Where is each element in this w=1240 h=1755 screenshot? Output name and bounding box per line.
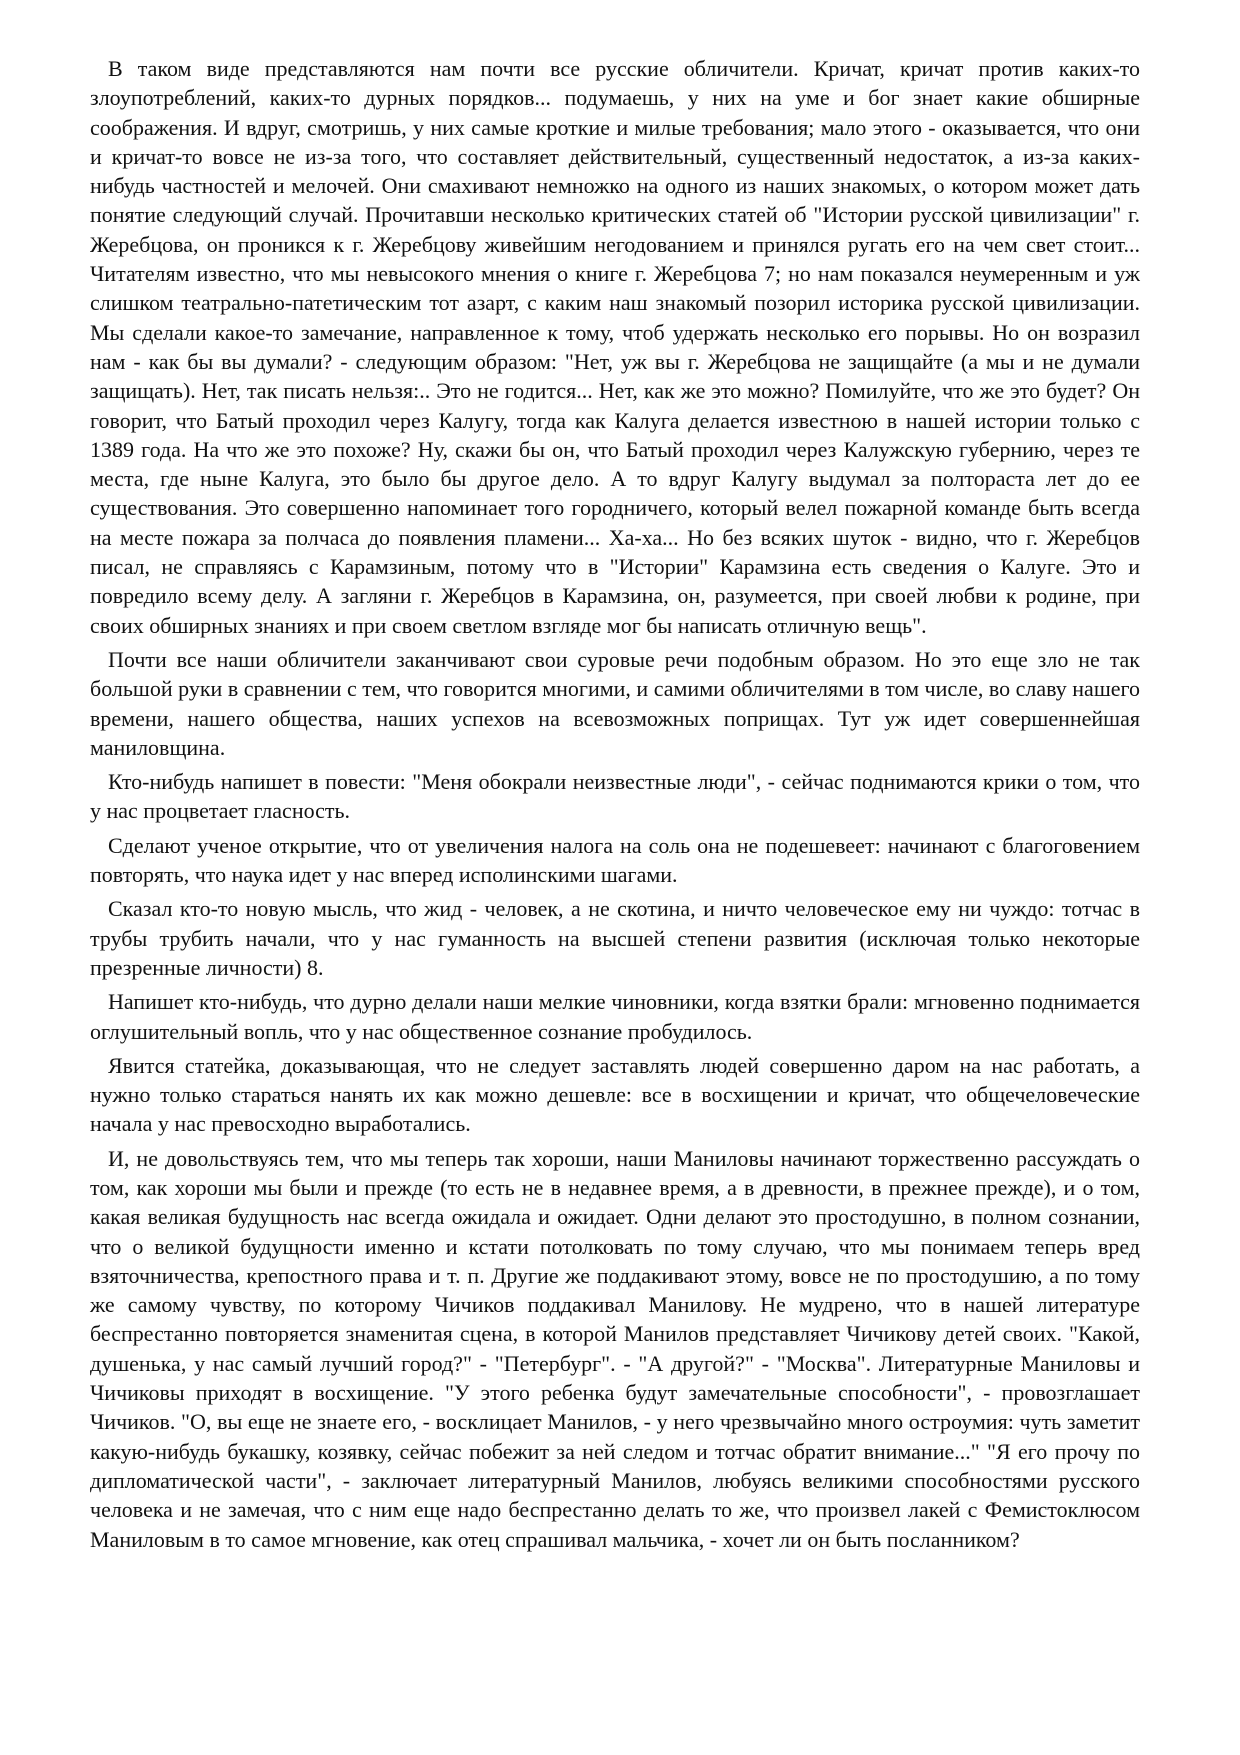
- paragraph-6: Напишет кто-нибудь, что дурно делали наши мелкие чиновники, когда взятки брали: мгновенно поднимается оглушительный вопль, что у нас общественное сознание пробудилось.: [90, 989, 1140, 1044]
- document-page: [90, 54, 1140, 1559]
- paragraph-2: Почти все наши обличители заканчивают свои суровые речи подобным образом. Но это еще зло не так большой руки в сравнении с тем, что говорится многими, и самими обличителями в том числе, во славу нашего времени, нашего общества, наших успехов на всевозможных поприщах. Тут уж идет совершеннейшая маниловщина.: [90, 646, 1140, 760]
- paragraph-7: Явится статейка, доказывающая, что не следует заставлять людей совершенно даром на нас работать, а нужно только стараться нанять их как можно дешевле: все в восхищении и кричат, что общечеловеческие начала у нас превосходно выработались.: [90, 1052, 1140, 1137]
- paragraph-8: И, не довольствуясь тем, что мы теперь так хороши, наши Маниловы начинают торжественно рассуждать о том, как хороши мы были и прежде (то есть не в недавнее время, а в древности, в прежнее прежде), и о том, какая великая будущность нас всегда ожидала и ожидает. Одни делают это простодушно, в полном сознании, что о великой будущности именно и кстати потолковать по тому случаю, что мы понимаем теперь вред взяточничества, крепостного права и т. п. Другие же поддакивают этому, вовсе не по простодушию, а по тому же самому чувству, по которому Чичиков поддакивал Манилову. Не мудрено, что в нашей литературе беспрестанно повторяется знаменитая сцена, в которой Манилов представляет Чичикову детей своих. "Какой, душенька, у нас самый лучший город?" - "Петербург". - "А другой?" - "Москва". Литературные Маниловы и Чичиковы приходят в восхищение. "У этого ребенка будут замечательные способности", - провозглашает Чичиков. "О, вы еще не знаете его, - восклицает Манилов, - у него чрезвычайно много остроумия: чуть заметит какую-нибудь букашку, козявку, сейчас побежит за ней следом и тотчас обратит внимание..." "Я его прочу по дипломатической части", - заключает литературный Манилов, любуясь великими способностями русского человека и не замечая, что с ним еще надо беспрестанно делать то же, что произвел лакей с Фемистоклюсом Маниловым в то самое мгновение, как отец спрашивал мальчика, - хочет ли он быть посланником?: [90, 1145, 1140, 1552]
- paragraph-4: Сделают ученое открытие, что от увеличения налога на соль она не подешевеет: начинают с благоговением повторять, что наука идет у нас вперед исполинскими шагами.: [90, 832, 1140, 888]
- paragraph-5: Сказал кто-то новую мысль, что жид - человек, а не скотина, и ничто человеческое ему ни чуждо: тотчас в трубы трубить начали, что у нас гуманность на высшей степени развития (исключая только некоторые презренные личности) 8.: [90, 896, 1140, 980]
- paragraph-1: В таком виде представляются нам почти все русские обличители. Кричат, кричат против каких-то злоупотреблений, каких-то дурных порядков... подумаешь, у них на уме и бог знает какие обширные соображения. И вдруг, смотришь, у них самые кроткие и милые требования; мало этого - оказывается, что они и кричат-то вовсе не из-за того, что составляет действительный, существенный недостаток, а из-за каких-нибудь частностей и мелочей. Они смахивают немножко на одного из наших знакомых, о котором может дать понятие следующий случай. Прочитавши несколько критических статей об "Истории русской цивилизации" г. Жеребцова, он проникся к г. Жеребцову живейшим негодованием и принялся ругать его на чем свет стоит... Читателям известно, что мы невысокого мнения о книге г. Жеребцова 7; но нам показался неумеренным и уж слишком театрально-патетическим тот азарт, с каким наш знакомый позорил историка русской цивилизации. Мы сделали какое-то замечание, направленное к тому, чтоб удержать несколько его порывы. Но он возразил нам - как бы вы думали? - следующим образом: "Нет, уж вы г. Жеребцова не защищайте (а мы и не думали защищать). Нет, так писать нельзя:.. Это не годится... Нет, как же это можно? Помилуйте, что же это будет? Он говорит, что Батый проходил через Калугу, тогда как Калуга делается известною в нашей истории только с 1389 года. На что же это похоже? Ну, скажи бы он, что Батый проходил через Калужскую губернию, через те места, где ныне Калуга, это было бы другое дело. А то вдруг Калугу выдумал за полтораста лет до ее существования. Это совершенно напоминает того городничего, который велел пожарной команде быть всегда на месте пожара за полчаса до появления пламени... Ха-ха... Но без всяких шуток - видно, что г. Жеребцов писал, не справляясь с Карамзиным, потому что в "Истории" Карамзина есть сведения о Калуге. Это и повредило всему делу. А загляни г. Жеребцов в Карамзина, он, разумеется, при своей любви к родине, при своих обширных знаниях и при своем светлом взгляде мог бы написать отличную вещь".: [90, 56, 1140, 638]
- paragraph-3: Кто-нибудь напишет в повести: "Меня обокрали неизвестные люди", - сейчас поднимаются крики о том, что у нас процветает гласность.: [90, 769, 1140, 824]
